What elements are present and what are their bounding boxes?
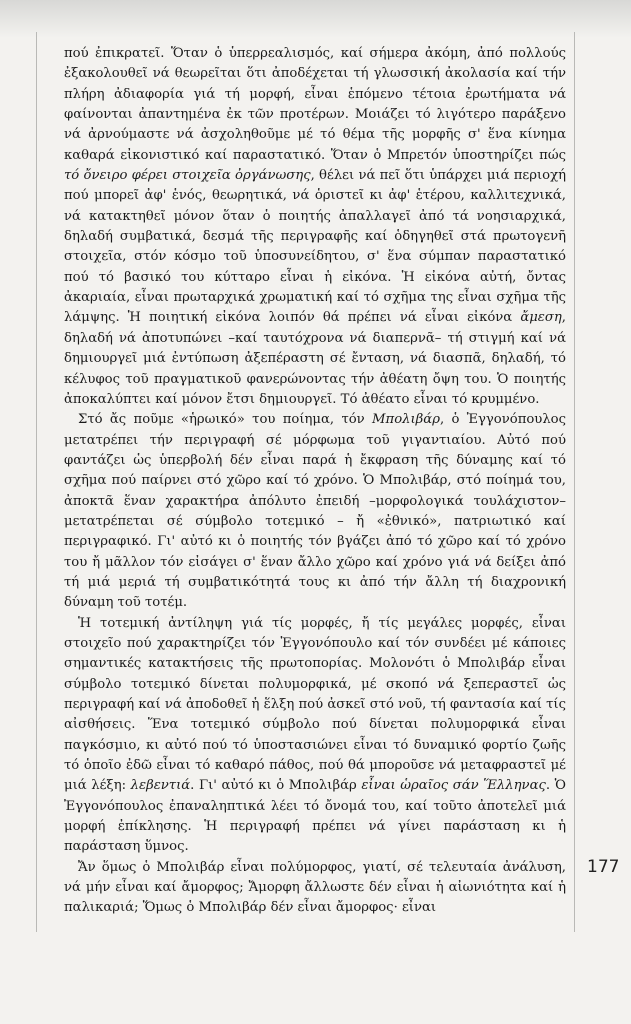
italic-run: τό ὄνειρο φέρει στοιχεῖα ὀργάνωσης — [64, 168, 311, 184]
italic-run: λεβεντιά — [130, 778, 191, 794]
text-run: Ἡ τοτεμική ἀντίληψη γιά τίς μορφές, ἤ τίς μεγάλες μορφές, εἶναι στοιχεῖο πού χαρακτηρίζει τόν Ἐγγονόπουλο καί τόν συνδέει μέ κάποιες σημαντικές κατακτήσεις τῆς πρωτοπορίας. Μολονότι ὁ Μπολιβάρ εἶναι σύμβολο τοτεμικό δίνεται πολυμορφικά, μέ σκοπό νά ξεπεραστεῖ ὡς περιγραφή καί νά ἀποδοθεῖ ἡ ἕλξη πού ἀσκεῖ στό νοῦ, τή φαντασία καί τίς αἰσθήσεις. Ἕνα τοτεμικό σύμβολο πού δίνεται πολυμορφικά εἶναι παγκόσμιο, κι αὐτό πού τό ὑποστασιώνει εἶναι τό δυναμικό φορτίο ζωῆς τό ὁποῖο ἐδῶ εἶναι τό καθαρό πάθος, πού θά μποροῦσε νά μεταφραστεῖ μέ μιά λέξη: — [64, 615, 566, 794]
body-text — [64, 44, 566, 919]
text-run: , ὁ Ἐγγονόπουλος μετατρέπει τήν περιγραφή σέ μόρφωμα τοῦ γιγαντιαίου. Αὐτό πού φαντάζει ὡς ὑπερβολή δέν εἶναι παρά ἡ ἔκφραση τῆς δύναμης καί τό σχῆμα πού παίρνει στό χῶρο καί τό χρόνο. Ὁ Μπολιβάρ, στό ποίημά του, ἀποκτᾶ ἕναν χαρακτήρα ἀπόλυτο ἐπειδή –μορφολογικά τουλάχιστον– μετατρέπεται σέ σύμβολο τοτεμικό – ἤ «ἐθνικό», πατριωτικό καί περιγραφικό. Γι' αὐτό κι ὁ ποιητής τόν βγάζει ἀπό τό χῶρο καί τό χρόνο του ἤ μᾶλλον τόν εἰσάγει σ' ἕναν ἄλλο χῶρο καί χρόνο γιά νά δείξει ἀπό τή μιά μεριά τή συμβατικότητά τους κι ἀπό τήν ἄλλη τή διαχρονική δύναμη τοῦ τοτέμ. — [64, 412, 567, 611]
italic-run: ἄμεση — [520, 310, 562, 326]
text-run: . Ὁ Ἐγγονόπουλος ἐπαναληπτικά λέει τό ὄνομά του, καί τοῦτο ἀποτελεῖ μιά μορφή ἐπίκλησης. Ἡ περιγραφή πρέπει νά γίνει παράσταση κι ἡ παράσταση ὕμνος. — [64, 778, 566, 855]
paragraph — [64, 858, 566, 919]
text-run: πού ἐπικρατεῖ. Ὅταν ὁ ὑπερρεαλισμός, καί σήμερα ἀκόμη, ἀπό πολλούς ἐξακολουθεῖ νά θεωρεῖται ὅτι ἀποδέχεται τή γλωσσική ἀκολασία καί τήν πλήρη ἀδιαφορία γιά τή μορφή, εἶναι ἑπόμενο τέτοια ἐρωτήματα νά φαίνονται ἀπαντημένα ἐκ τῶν προτέρων. Μοιάζει τό λιγότερο παράξενο νά ἀρνούμαστε νά ἀσχοληθοῦμε μέ τό θέμα τῆς μορφῆς σ' ἕνα κίνημα καθαρά εἰκονιστικό καί παραστατικό. Ὅταν ὁ Μπρετόν ὑποστηρίζει πώς — [64, 46, 566, 163]
paragraph — [64, 44, 566, 410]
right-margin-rule — [574, 32, 575, 932]
paragraph — [64, 410, 566, 613]
text-run: , δηλαδή νά ἀποτυπώνει –καί ταυτόχρονα νά διαπερνᾶ– τή στιγμή καί νά δημιουργεῖ μιά ἐντύπωση ἀξεπέραστη σέ ἔνταση, νά διασπᾶ, δηλαδή, τό κέλυφος τοῦ πραγματικοῦ φανερώνοντας τήν ἀθέατη ὄψη του. Ὁ ποιητής ἀποκαλύπτει καί μόνον ἔτσι δημιουργεῖ. Τό ἀθέατο εἶναι τό κρυμμένο. — [64, 310, 566, 407]
left-margin-rule — [36, 32, 37, 932]
scan-edge-shadow — [0, 0, 631, 38]
text-run: , θέλει νά πεῖ ὅτι ὑπάρχει μιά περιοχή πού μπορεῖ ἀφ' ἑνός, θεωρητικά, νά ὁριστεῖ κι ἀφ' ἑτέρου, καλλιτεχνικά, νά κατακτηθεῖ μόνον ὅταν ὁ ποιητής ἀπαλλαγεῖ ἀπό τά νοησιαρχικά, δηλαδή συμβατικά, δεσμά τῆς περιγραφῆς καί ὁδηγηθεῖ στά πρωτογενῆ στοιχεῖα, στόν κόσμο τοῦ ὑποσυνείδητου, σ' ἕνα σύμπαν παραστατικό πού τό βασικό του κύτταρο εἶναι ἡ εἰκόνα. Ἡ εἰκόνα αὐτή, ὄντας ἀκαριαία, εἶναι πρωταρχικά χρωματική καί τό σχῆμα της εἶναι σχῆμα τῆς λάμψης. Ἡ ποιητική εἰκόνα λοιπόν θά πρέπει νά εἶναι εἰκόνα — [64, 168, 566, 326]
text-run: . Γι' αὐτό κι ὁ Μπολιβάρ — [190, 778, 362, 794]
italic-run: Μπολιβάρ — [372, 412, 440, 428]
italic-run: εἶναι ὡραῖος σάν Ἕλληνας — [361, 778, 546, 794]
text-run: Ἄν ὅμως ὁ Μπολιβάρ εἶναι πολύμορφος, γιατί, σέ τελευταία ἀνάλυση, νά μήν εἶναι καί ἄμορφος; Ἄμορφη ἄλλωστε δέν εἶναι ἡ αἰωνιότητα καί ἡ παλικαριά; Ὅμως ὁ Μπολιβάρ δέν εἶναι ἄμορφος· εἶναι — [64, 859, 566, 916]
paragraph — [64, 614, 566, 858]
page-number: 177 — [587, 857, 620, 877]
text-run: Στό ἄς ποῦμε «ἡρωικό» του ποίημα, τόν — [78, 412, 373, 428]
